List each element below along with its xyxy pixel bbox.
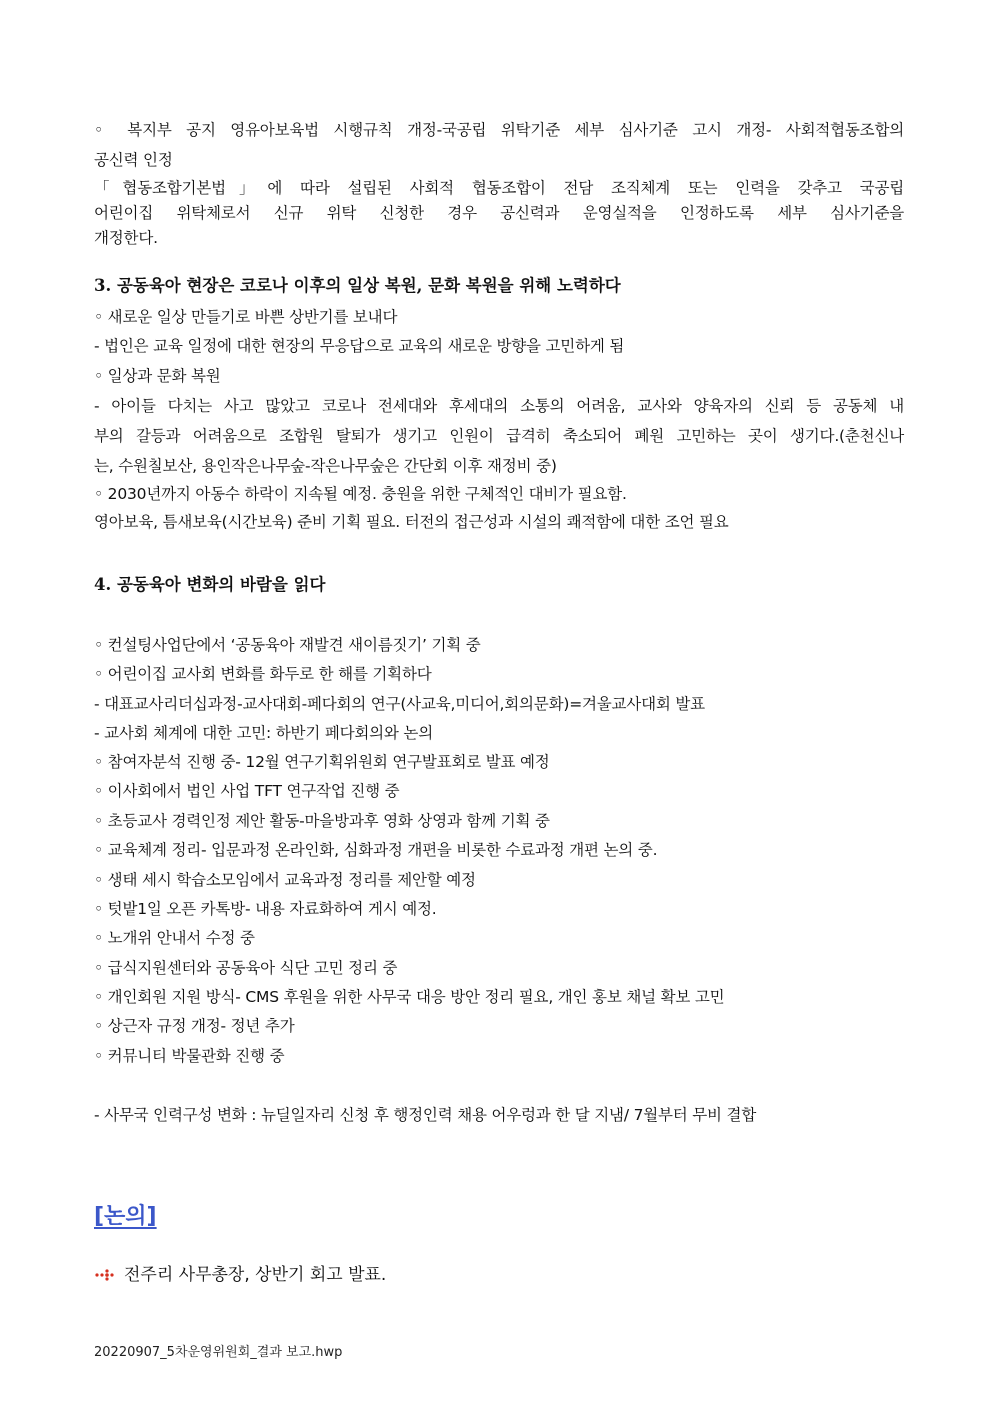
intro-paragraph-line-3: 개정한다. <box>94 229 158 247</box>
section-4-line: - 대표교사리더십과정-교사대회-페다회의 연구(사교육,미디어,회의문화)=겨울교사대회 발표 <box>94 695 705 713</box>
section-4-line: ◦ 개인회원 지원 방식- CMS 후원을 위한 사무국 대응 방안 정리 필요, 개인 홍보 채널 확보 고민 <box>94 988 725 1006</box>
section-3-line: 영아보육, 틈새보육(시간보육) 준비 기획 필요. 터전의 접근성과 시설의 쾌적함에 대한 조언 필요 <box>94 513 729 531</box>
section-4-line: ◦ 교육체계 정리- 입문과정 온라인화, 심화과정 개편을 비롯한 수료과정 개편 논의 중. <box>94 841 658 859</box>
section-3-line: - 법인은 교육 일정에 대한 현장의 무응답으로 교육의 새로운 방향을 고민하게 됨 <box>94 337 625 355</box>
section-3-heading: 3. 공동육아 현장은 코로나 이후의 일상 복원, 문화 복원을 위해 노력하다 <box>94 276 621 295</box>
section-4-line: ◦ 상근자 규정 개정- 정년 추가 <box>94 1017 295 1035</box>
discussion-item-text: 전주리 사무총장, 상반기 회고 발표. <box>124 1265 387 1285</box>
section-4-line: ◦ 이사회에서 법인 사업 TFT 연구작업 진행 중 <box>94 782 400 800</box>
section-4-note: - 사무국 인력구성 변화 : 뉴딜일자리 신청 후 행정인력 채용 어우렁과 한 달 지냄/ 7월부터 무비 결합 <box>94 1106 757 1124</box>
section-4-line: ◦ 급식지원센터와 공동육아 식단 고민 정리 중 <box>94 959 398 977</box>
section-4-line: ◦ 생태 세시 학습소모임에서 교육과정 정리를 제안할 예정 <box>94 871 476 889</box>
section-3-line: ◦ 새로운 일상 만들기로 바쁜 상반기를 보내다 <box>94 308 398 326</box>
discussion-heading: [논의] <box>94 1204 157 1229</box>
section-4-line: ◦ 초등교사 경력인정 제안 활동-마을방과후 영화 상영과 함께 기획 중 <box>94 812 550 830</box>
intro-line-2: 공신력 인정 <box>94 151 173 169</box>
section-3-line: - 아이들 다치는 사고 많았고 코로나 전세대와 후세대의 소통의 어려움, 교사와 양육자의 신뢰 등 공동체 내 <box>94 397 904 415</box>
section-4-line: ◦ 텃밭1일 오픈 카톡방- 내용 자료화하여 게시 예정. <box>94 900 437 918</box>
section-4-line: ◦ 커뮤니티 박물관화 진행 중 <box>94 1047 285 1065</box>
discussion-item <box>94 1262 386 1288</box>
section-3-line: 는, 수원칠보산, 용인작은나무숲-작은나무숲은 간단회 이후 재정비 중) <box>94 457 557 475</box>
footer-filename: 20220907_5차운영위원회_결과 보고.hwp <box>94 1345 343 1360</box>
section-3-line: ◦ 일상과 문화 복원 <box>94 367 221 385</box>
section-3-line: 부의 갈등과 어려움으로 조합원 탈퇴가 생기고 인원이 급격히 축소되어 폐원 고민하는 곳이 생기다.(춘천신나 <box>94 427 904 445</box>
intro-line-1: ◦ 복지부 공지 영유아보육법 시행규칙 개정-국공립 위탁기준 세부 심사기준 고시 개정- 사회적협동조합의 <box>94 121 904 139</box>
intro-paragraph-line-1: 「협동조합기본법」에 따라 설립된 사회적 협동조합이 전담 조직체계 또는 인력을 갖추고 국공립 <box>94 179 904 197</box>
intro-paragraph-line-2: 어린이집 위탁체로서 신규 위탁 신청한 경우 공신력과 운영실적을 인정하도록 세부 심사기준을 <box>94 204 904 222</box>
section-4-line: - 교사회 체계에 대한 고민: 하반기 페다회의와 논의 <box>94 724 433 742</box>
section-4-line: ◦ 어린이집 교사회 변화를 화두로 한 해를 기획하다 <box>94 665 432 683</box>
section-4-line: ◦ 컨설팅사업단에서 ‘공동육아 재발견 새이름짓기’ 기획 중 <box>94 636 481 654</box>
section-4-line: ◦ 노개위 안내서 수정 중 <box>94 929 255 947</box>
flower-bullet-icon <box>94 1268 116 1282</box>
section-4-heading: 4. 공동육아 변화의 바람을 읽다 <box>94 575 326 594</box>
section-3-line: ◦ 2030년까지 아동수 하락이 지속될 예정. 충원을 위한 구체적인 대비가 필요함. <box>94 485 627 503</box>
section-4-line: ◦ 참여자분석 진행 중- 12월 연구기획위원회 연구발표회로 발표 예정 <box>94 753 550 771</box>
